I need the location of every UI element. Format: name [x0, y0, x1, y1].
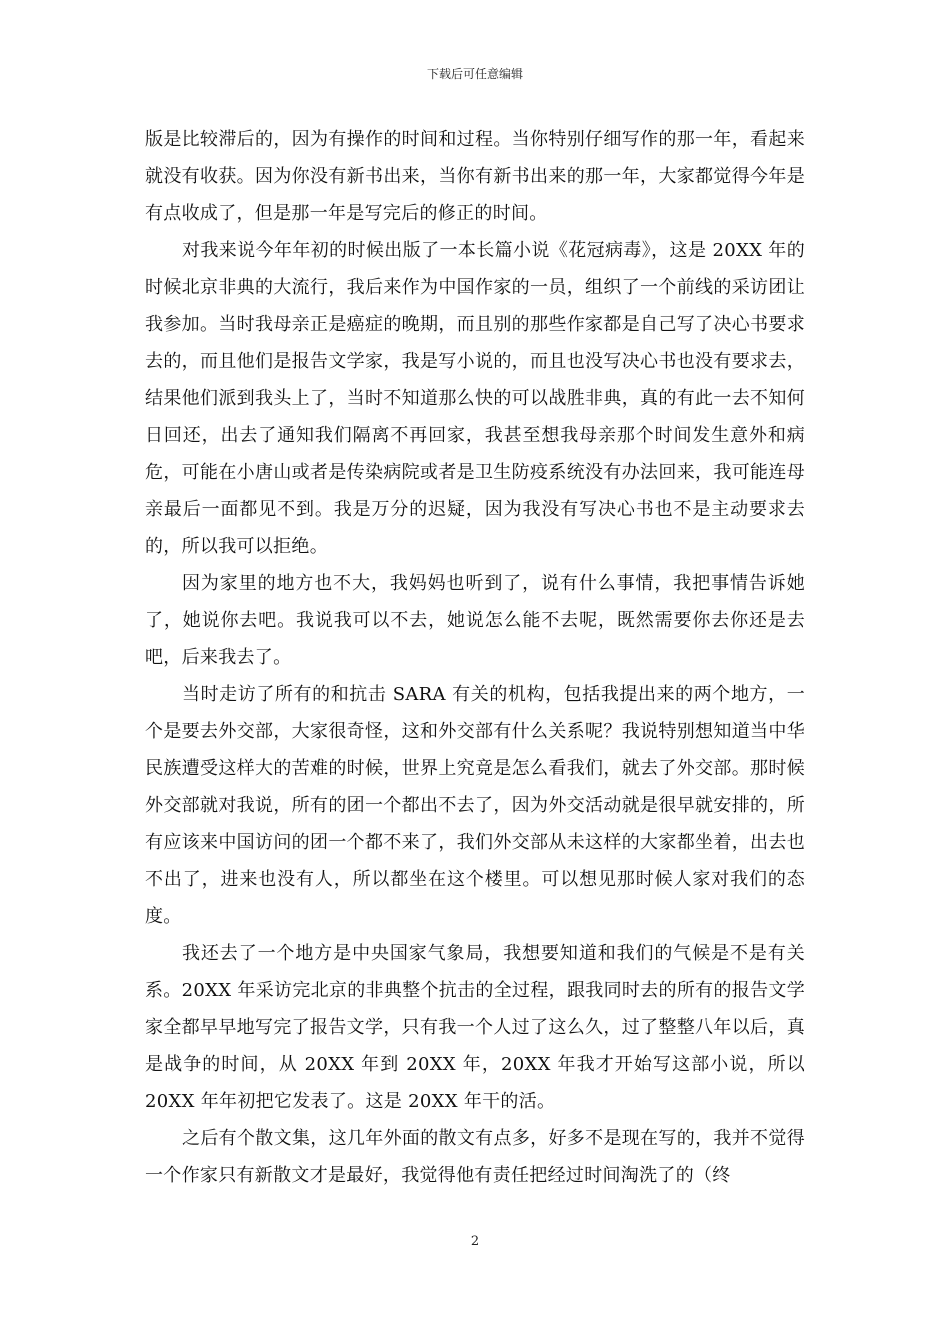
paragraph-1: 版是比较滞后的，因为有操作的时间和过程。当你特别仔细写作的那一年，看起来就没有收获。因为你没有新书出来，当你有新书出来的那一年，大家都觉得今年是有点收成了，但是那一年是写完后的修正的时间。 — [145, 129, 805, 224]
document-body — [145, 121, 805, 1194]
paragraph-5: 我还去了一个地方是中央国家气象局，我想要知道和我们的气候是不是有关系。20XX 年采访完北京的非典整个抗击的全过程，跟我同时去的所有的报告文学家全都早早地写完了报告文学，只有我一个人过了这么久，过了整整八年以后，真是战争的时间，从 20XX 年到 20XX 年，20XX 年我才开始写这部小说，所以 20XX 年年初把它发表了。这是 20XX 年干的活。 — [145, 943, 805, 1112]
paragraph-4: 当时走访了所有的和抗击 SARA 有关的机构，包括我提出来的两个地方，一个是要去外交部，大家很奇怪，这和外交部有什么关系呢？我说特别想知道当中华民族遭受这样大的苦难的时候，世界上究竟是怎么看我们，就去了外交部。那时候外交部就对我说，所有的团一个都出不去了，因为外交活动就是很早就安排的，所有应该来中国访问的团一个都不来了，我们外交部从未这样的大家都坐着，出去也不出了，进来也没有人，所以都坐在这个楼里。可以想见那时候人家对我们的态度。 — [145, 684, 805, 927]
paragraph-3: 因为家里的地方也不大，我妈妈也听到了，说有什么事情，我把事情告诉她了，她说你去吧。我说我可以不去，她说怎么能不去呢，既然需要你去你还是去吧，后来我去了。 — [145, 573, 805, 668]
page-header: 下载后可任意编辑 — [426, 67, 523, 81]
paragraph-2: 对我来说今年年初的时候出版了一本长篇小说《花冠病毒》，这是 20XX 年的时候北京非典的大流行，我后来作为中国作家的一员，组织了一个前线的采访团让我参加。当时我母亲正是癌症的晚期，而且别的那些作家都是自己写了决心书要求去的，而且他们是报告文学家，我是写小说的，而且也没写决心书也没有要求去，结果他们派到我头上了，当时不知道那么快的可以战胜非典，真的有此一去不知何日回还，出去了通知我们隔离不再回家，我甚至想我母亲那个时间发生意外和病危，可能在小唐山或者是传染病院或者是卫生防疫系统没有办法回来，我可能连母亲最后一面都见不到。我是万分的迟疑，因为我没有写决心书也不是主动要求去的，所以我可以拒绝。 — [145, 240, 805, 557]
page-number: 2 — [470, 1234, 480, 1249]
paragraph-6: 之后有个散文集，这几年外面的散文有点多，好多不是现在写的，我并不觉得一个作家只有新散文才是最好，我觉得他有责任把经过时间淘洗了的（终 — [145, 1128, 805, 1186]
